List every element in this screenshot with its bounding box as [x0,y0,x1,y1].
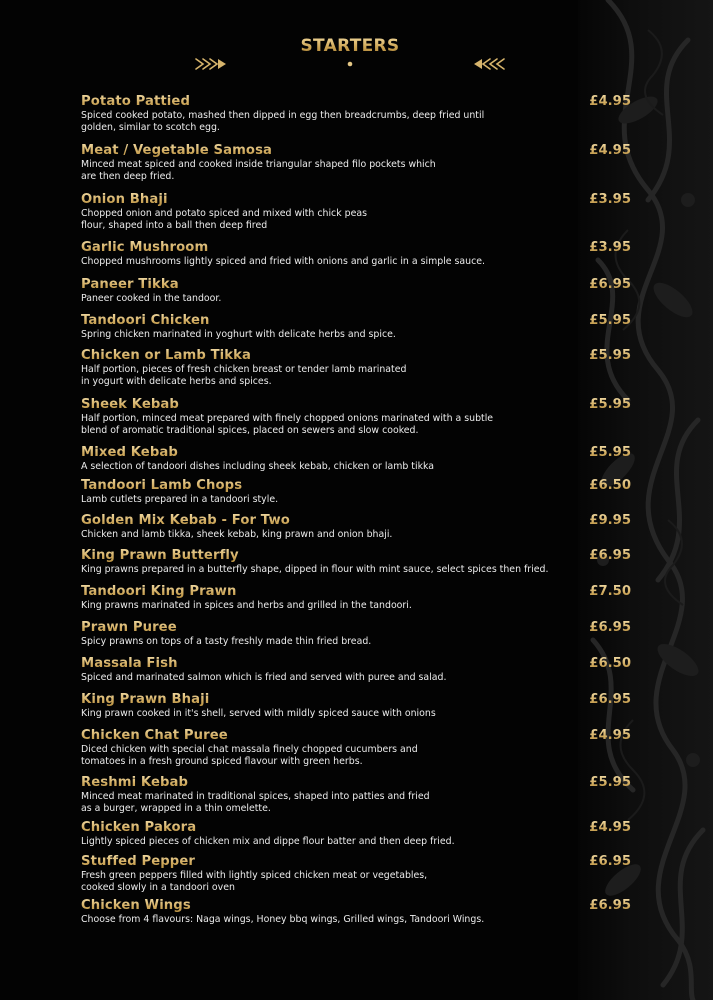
item-name: Massala Fish [81,656,633,672]
item-price: £5.95 [589,775,631,790]
item-price: £5.95 [589,445,631,460]
item-name: Mixed Kebab [81,445,633,461]
item-description: Paneer cooked in the tandoor. [81,293,222,304]
item-price: £5.95 [589,397,631,412]
item-price: £6.95 [589,548,631,563]
menu-item [81,820,633,854]
item-description: Choose from 4 flavours: Naga wings, Honey bbq wings, Grilled wings, Tandoori Wings. [81,914,485,925]
menu-item [81,728,633,775]
item-description: Spiced and marinated salmon which is fried and served with puree and salad. [81,672,447,683]
item-name: King Prawn Butterfly [81,548,633,564]
menu-item [81,192,633,240]
item-name: Tandoori Lamb Chops [81,478,633,494]
menu-item [81,898,633,932]
item-price: £4.95 [589,820,631,835]
item-name: Garlic Mushroom [81,240,633,256]
arrow-divider-icon [194,57,506,71]
menu-item [81,277,633,313]
item-name: Chicken Wings [81,898,633,914]
menu-item [81,584,633,620]
item-description: Spiced cooked potato, mashed then dipped in egg then breadcrumbs, deep fried until golden, similar to scotch egg. [81,110,485,133]
item-description: Spicy prawns on tops of a tasty freshly made thin fried bread. [81,636,372,647]
menu-item [81,775,633,820]
item-price: £6.50 [589,656,631,671]
item-name: Chicken Pakora [81,820,633,836]
item-name: King Prawn Bhaji [81,692,633,708]
item-description: Chopped onion and potato spiced and mixed with chick peas flour, shaped into a ball then deep fired [81,208,367,231]
item-price: £5.95 [589,348,631,363]
item-description: A selection of tandoori dishes including sheek kebab, chicken or lamb tikka [81,461,435,472]
item-description: King prawn cooked in it's shell, served with mildly spiced sauce with onions [81,708,436,719]
item-price: £3.95 [589,192,631,207]
item-price: £4.95 [589,94,631,109]
item-name: Chicken or Lamb Tikka [81,348,633,364]
menu-item [81,656,633,692]
item-name: Tandoori King Prawn [81,584,633,600]
item-price: £9.95 [589,513,631,528]
item-name: Chicken Chat Puree [81,728,633,744]
item-price: £6.95 [589,898,631,913]
item-description: Lightly spiced pieces of chicken mix and dippe flour batter and then deep fried. [81,836,455,847]
menu-item [81,240,633,277]
item-price: £6.50 [589,478,631,493]
menu-item [81,94,633,143]
item-description: Chicken and lamb tikka, sheek kebab, king prawn and onion bhaji. [81,529,393,540]
item-description: Half portion, minced meat prepared with finely chopped onions marinated with a subtle blend of aromatic traditional spices, placed on sewers and slow cooked. [81,413,494,436]
item-description: Half portion, pieces of fresh chicken breast or tender lamb marinated in yogurt with delicate herbs and spices. [81,364,407,387]
item-description: Fresh green peppers filled with lightly spiced chicken meat or vegetables, cooked slowly in a tandoori oven [81,870,428,893]
item-price: £4.95 [589,143,631,158]
menu-item [81,143,633,192]
item-description: Minced meat marinated in traditional spices, shaped into patties and fried as a burger, wrapped in a thin omelette. [81,791,430,814]
menu-item [81,478,633,513]
item-name: Sheek Kebab [81,397,633,413]
menu-item [81,397,633,445]
item-name: Paneer Tikka [81,277,633,293]
item-description: Diced chicken with special chat massala finely chopped cucumbers and tomatoes in a fresh ground spiced flavour with green herbs. [81,744,418,767]
item-price: £6.95 [589,854,631,869]
item-name: Prawn Puree [81,620,633,636]
item-name: Meat / Vegetable Samosa [81,143,633,159]
item-name: Onion Bhaji [81,192,633,208]
item-name: Potato Pattied [81,94,633,110]
menu-items-list [81,94,633,932]
item-description: King prawns prepared in a butterfly shape, dipped in flour with mint sauce, select spices then fried. [81,564,549,575]
item-description: Lamb cutlets prepared in a tandoori style. [81,494,279,505]
item-description: Spring chicken marinated in yoghurt with delicate herbs and spice. [81,329,396,340]
item-price: £6.95 [589,692,631,707]
item-description: Minced meat spiced and cooked inside triangular shaped filo pockets which are then deep fried. [81,159,436,182]
item-price: £3.95 [589,240,631,255]
item-price: £6.95 [589,277,631,292]
item-price: £6.95 [589,620,631,635]
item-price: £7.50 [589,584,631,599]
item-description: King prawns marinated in spices and herbs and grilled in the tandoori. [81,600,412,611]
menu-item [81,854,633,898]
menu-item [81,620,633,656]
item-name: Tandoori Chicken [81,313,633,329]
item-name: Stuffed Pepper [81,854,633,870]
item-price: £4.95 [589,728,631,743]
menu-item [81,348,633,397]
item-name: Golden Mix Kebab - For Two [81,513,633,529]
section-title: STARTERS [180,36,520,56]
item-price: £5.95 [589,313,631,328]
menu-item [81,513,633,548]
item-name: Reshmi Kebab [81,775,633,791]
item-description: Chopped mushrooms lightly spiced and fried with onions and garlic in a simple sauce. [81,256,485,267]
menu-item [81,313,633,348]
menu-item [81,692,633,728]
menu-item [81,548,633,584]
menu-item [81,445,633,478]
section-header [180,36,520,76]
